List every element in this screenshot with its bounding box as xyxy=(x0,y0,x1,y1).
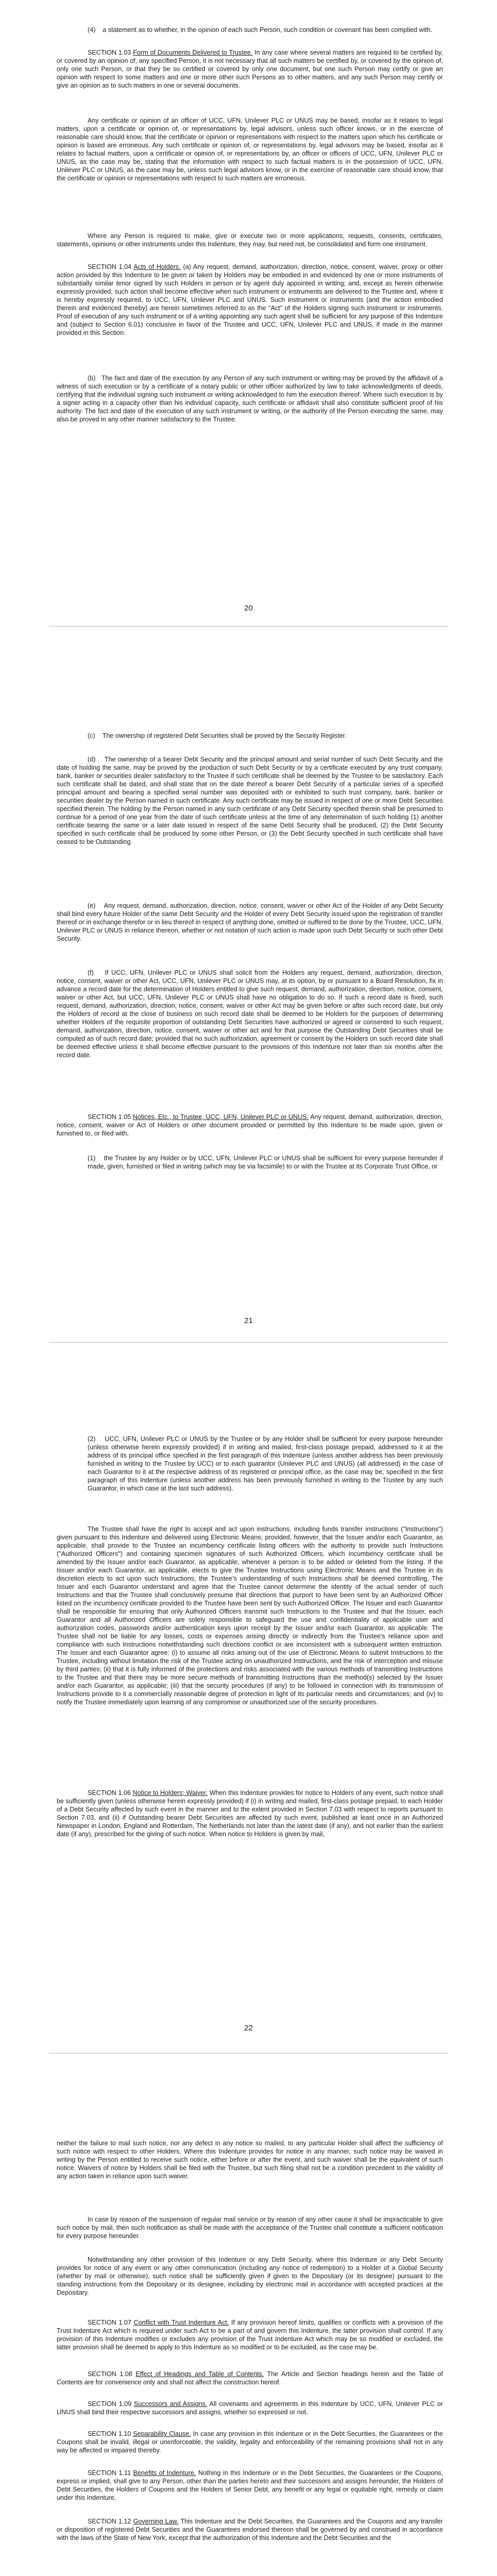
paragraph-section-1-11 xyxy=(57,2469,443,2502)
section-heading: Acts of Holders. xyxy=(133,263,181,270)
paragraph: (c) The ownership of registered Debt Securities shall be proved by the Security Register. xyxy=(88,732,347,739)
paragraph: (2) UCC, UFN, Unilever PLC or UNUS by the Trustee or by any Holder shall be sufficient for every purpose hereunder (unless otherwise herein expressly provided) if in writing and mailed, first-class postage prepaid, addressed to it at the address of its principal office specified in the first paragraph of this Indenture (unless another address has been previously furnished in writing to the Trustee by UCC) or to each guarantor (Unilever PLC and UNUS) (all addressed) in the case of each Guarantor to it at the respective address of its registered or principal office, as the case may be, specified in the first paragraph of this Indenture (unless another address has been previously furnished in writing to the Trustee by any such Guarantor, in which case at the last such address). xyxy=(88,1435,443,1492)
paragraph: Where any Person is required to make, give or execute two or more applications, requests, consents, certificates, statements, opinions or other instruments under this Indenture, they may, but need not, be consolidated and form one instrument. xyxy=(57,232,443,248)
page-divider xyxy=(49,2053,448,2054)
section-text: If any provision hereof limits, qualifies or conflicts with a provision of the Trust Indenture Act which is required under such Act to be a part of and govern this Indenture, the latter provision shall control. If any provision of this Indenture modifies or excludes any provision of the Trust Indenture Act which may be so modified or excluded, the latter provision shall be deemed to apply to this Indenture as so modified or to be excluded, as the case may be. xyxy=(57,2319,443,2351)
page-number: 22 xyxy=(244,2024,253,2032)
section-heading: Notices, Etc., to Trustee, UCC, UFN, Unilever PLC or UNUS. xyxy=(132,1113,309,1121)
paragraph: Any certificate or opinion of an officer of UCC, UFN, Unilever PLC or UNUS may be based, insofar as it relates to legal matters, upon a certificate or opinion of, or representations by, legal advisors, unless such officer knows, or in the exercise of reasonable care should know, that the certificate or opinion or representations with respect to the matters upon which his certificate or opinion is based are erroneous. Any such certificate or opinion of, or representations by, legal advisors may be based, insofar as it relates to factual matters, upon a certificate or opinion of, or representations by, an officer or officers of UCC, UFN, Unilever PLC or UNUS, as the case may be, stating that the information with respect to such factual matters is in the possession of UCC, UFN, Unilever PLC or UNUS, as the case may be, unless such legal advisors know, or in the exercise of reasonable care should know, that the certificate or opinion or representations with respect to such matters are erroneous. xyxy=(57,117,443,182)
section-text: All covenants and agreements in this Indenture by UCC, UFN, Unilever PLC or UNUS shall bind their respective successors and assigns, whether so expressed or not. xyxy=(57,2400,443,2416)
section-text: (a) Any request, demand, authorization, direction, notice, consent, waiver, proxy or other action provided by this Indenture to be given or taken by Holders may be embodied in and evidenced by one or more instruments of substantially similar tenor signed by such Holders in person or by agent duly appointed in writing; and, except as herein otherwise expressly provided, such action shall become effective when such instrument or instruments are delivered to the Trustee and, where it is hereby expressly required, to UCC, UFN, Unilever PLC and UNUS. Such instrument or instruments (and the action embodied therein and evidenced thereby) are herein sometimes referred to as the "Act" of the Holders signing such instrument or instruments. Proof of execution of any such instrument or of a writing appointing any such agent shall be sufficient for any purpose of this Indenture and (subject to Section 6.01) conclusive in favor of the Trustee and UCC, UFN, Unilever PLC and UNUS, if made in the manner provided in this Section. xyxy=(57,263,443,336)
section-heading: Separability Clause. xyxy=(133,2430,191,2437)
section-heading: Effect of Headings and Table of Contents. xyxy=(135,2370,264,2378)
section-heading: Benefits of Indenture. xyxy=(133,2469,196,2477)
paragraph: The Trustee shall have the right to accept and act upon instructions, including funds transfer instructions ("Instructions") given pursuant to this Indenture and delivered using Electronic Means; provided, however, that the Issuer and/or each Guarantor, as applicable, shall provide to the Trustee an incumbency certificate listing officers with the authority to provide such Instructions ("Authorized Officers") and containing specimen signatures of such Authorized Officers, which incumbency certificate shall be amended by the Issuer and/or each Guarantor, as applicable, whenever a person is to be added or deleted from the listing. If the Issuer and/or each Guarantor, as applicable, elects to give the Trustee Instructions using Electronic Means and the Trustee in its discretion elects to act upon such Instructions, the Trustee's understanding of such Instructions shall be deemed controlling. The Issuer and each Guarantor understand and agree that the Trustee cannot determine the identity of the actual sender of such Instructions and that the Trustee shall conclusively presume that directions that purport to have been sent by an Authorized Officer listed on the incumbency certificate provided to the Trustee have been sent by such Authorized Officer. The Issuer and each Guarantor shall be responsible for ensuring that only Authorized Officers transmit such Instructions to the Trustee and that the Issuer, each Guarantor and all Authorized Officers are solely responsible to safeguard the use and confidentiality of applicable user and authorization codes, passwords and/or authentication keys upon receipt by the Issuer and/or each Guarantor, as applicable. The Trustee shall not be liable for any losses, costs or expenses arising directly or indirectly from the Trustee's reliance upon and compliance with such Instructions notwithstanding such directions conflict or are inconsistent with a subsequent written instruction. The Issuer and each Guarantor agree: (i) to assume all risks arising out of the use of Electronic Means to submit Instructions to the Trustee, including without limitation the risk of the Trustee acting on unauthorized Instructions, and the risk of interception and misuse by third parties; (ii) that it is fully informed of the protections and risks associated with the various methods of transmitting Instructions to the Trustee and that there may be more secure methods of transmitting Instructions than the method(s) selected by the Issuer and/or each Guarantor, as applicable; (iii) that the security procedures (if any) to be followed in connection with its transmission of Instructions provide to it a commercially reasonable degree of protection in light of its particular needs and circumstances; and (iv) to notify the Trustee immediately upon learning of any compromise or unauthorized use of the security procedures. xyxy=(57,1526,443,1706)
section-text: In any case where several matters are required to be certified by, or covered by an opinion of, any specified Person, it is not necessary that all such matters be certified by, or covered by the opinion of, only one such Person, or that they be so certified or covered by only one document, but one such Person may certify or give an opinion with respect to some matters and one or more other such Persons as to other matters, and any such Person may certify or give an opinion as to such matters in one or several documents. xyxy=(57,49,443,89)
paragraph-section-1-03 xyxy=(57,48,443,90)
paragraph-section-1-09 xyxy=(57,2400,443,2416)
section-text: When this Indenture provides for notice to Holders of any event, such notice shall be sufficiently given (unless otherwise herein expressly provided) if (i) in writing and mailed, first-class postage prepaid, to each Holder of a Debt Security affected by such event in the manner and to the extent provided in Section 7.03 with respect to reports pursuant to Section 7.03, and (ii) if Outstanding bearer Debt Securities are affected by such event, published at least once in an Authorized Newspaper in London, England and Rotterdam, The Netherlands not later than the latest date (if any), and not earlier than the earliest date (if any), prescribed for the giving of such notice. When notice to Holders is given by mail, xyxy=(57,1789,443,1838)
paragraph: (b) The fact and date of the execution by any Person of any such instrument or writing may be proved by the affidavit of a witness of such execution or by a certificate of a notary public or other officer authorized by law to take acknowledgments of deeds, certifying that the individual signing such instrument or writing acknowledged to him the execution thereof. Where such execution is by a signer acting in a capacity other than his individual capacity, such certificate or affidavit shall also constitute sufficient proof of his authority. The fact and date of the execution of any such instrument or writing, or the authority of the Person executing the same, may also be proved in any other manner satisfactory to the Trustee. xyxy=(57,375,443,423)
section-number: SECTION 1.05 xyxy=(88,1113,133,1121)
page-number: 21 xyxy=(244,1316,253,1325)
paragraph-section-1-05 xyxy=(57,1113,443,1138)
paragraph: In case by reason of the suspension of regular mail service or by reason of any other cause it shall be impracticable to give such notice by mail, then such notification as shall be made with the acceptance of the Trustee shall constitute a sufficient notification for every purpose hereunder. xyxy=(57,2216,443,2240)
section-heading: Notice to Holders; Waiver. xyxy=(132,1789,208,1797)
paragraph: (4) a statement as to whether, in the opinion of each such Person, such condition or covenant has been complied with. xyxy=(88,26,433,33)
section-text: Nothing in this Indenture or in the Debt Securities, the Guarantees or the Coupons, express or implied, shall give to any Person, other than the parties hereto and their successors and assigns hereunder, the Holders of Debt Securities, the Holders of Coupons and the Holders of Senior Debt, any benefit or any legal or equitable right, remedy or claim under this Indenture. xyxy=(57,2469,443,2501)
paragraph: (e) Any request, demand, authorization, direction, notice, consent, waiver or other Act of the Holder of any Debt Security shall bind every future Holder of the same Debt Security and the Holder of every Debt Security issued upon the registration of transfer thereof or in exchange therefor or in lieu thereof in respect of anything done, omitted or suffered to be done by the Trustee, UCC, UFN, Unilever PLC or UNUS in reliance thereon, whether or not notation of such action is made upon such Debt Security or such other Debt Security. xyxy=(57,902,443,942)
section-number: SECTION 1.08 xyxy=(88,2370,136,2378)
section-number: SECTION 1.09 xyxy=(88,2400,134,2408)
section-number: SECTION 1.12 xyxy=(88,2518,133,2525)
section-heading: Successors and Assigns. xyxy=(133,2400,208,2408)
section-heading: Governing Law. xyxy=(133,2518,179,2525)
section-heading: Form of Documents Delivered to Trustee. xyxy=(133,49,253,56)
section-number: SECTION 1.06 xyxy=(88,1789,133,1797)
paragraph-section-1-10 xyxy=(57,2430,443,2454)
paragraph-section-1-08 xyxy=(57,2370,443,2386)
section-text: The Article and Section headings herein and the Table of Contents are for convenience only and shall not affect the construction hereof. xyxy=(57,2370,443,2386)
paragraph-section-1-07 xyxy=(57,2318,443,2351)
page-divider xyxy=(49,1342,448,1343)
section-text: Any request, demand, authorization, direction, notice, consent, waiver or Act of Holders or other document provided or permitted by this Indenture to be made upon, given or furnished to, or filed with, xyxy=(57,1113,443,1137)
section-number: SECTION 1.11 xyxy=(88,2469,133,2477)
paragraph: Notwithstanding any other provision of this Indenture or any Debt Security, where this Indenture or any Debt Security provides for notice of any event or any other communication (including any notice of redemption) to a Holder of a Global Security (whether by mail or otherwise), such notice shall be sufficiently given if given to the Depositary (or its designee) pursuant to the standing instructions from the Depositary or its designee, including by electronic mail in accordance with accepted practices at the Depositary. xyxy=(57,2256,443,2296)
paragraph-section-1-12 xyxy=(57,2517,443,2542)
paragraph: neither the failure to mail such notice, nor any defect in any notice so mailed, to any particular Holder shall affect the sufficiency of such notice with respect to other Holders. Where this Indenture provides for notice in any manner, such notice may be waived in writing by the Person entitled to receive such notice, either before or after the event, and such waiver shall be the equivalent of such notice. Waivers of notice by Holders shall be filed with the Trustee, but such filing shall not be a condition precedent to the validity of any action taken in reliance upon such waiver. xyxy=(57,2140,443,2180)
section-number: SECTION 1.03 xyxy=(88,49,133,56)
section-text: In case any provision in this Indenture or in the Debt Securities, the Guarantees or the Coupons shall be invalid, illegal or unenforceable, the validity, legality and enforceability of the remaining provisions shall not in any way be affected or impaired thereby. xyxy=(57,2430,443,2454)
paragraph: (f) If UCC, UFN, Unilever PLC or UNUS shall solicit from the Holders any request, demand, authorization, direction, notice, consent, waiver or other Act, UCC, UFN, Unilever PLC or UNUS may, at its option, by or pursuant to a Board Resolution, fix in advance a record date for the determination of Holders entitled to give such request, demand, authorization, direction, notice, consent, waiver or other Act, but UCC, UFN, Unilever PLC or UNUS shall have no obligation to do so. If such a record date is fixed, such request, demand, authorization, direction, notice, consent, waiver or other Act may be given before or after such record date, but only the Holders of record at the close of business on such record date shall be deemed to be Holders for the purposes of determining whether Holders of the requisite proportion of outstanding Debt Securities have authorized or agreed or consented to such request, demand, authorization, direction, notice, consent, waiver or other act and for that purpose the Outstanding Debt Securities shall be computed as of such record date; provided that no such authorization, agreement or consent by the Holders on such record date shall be deemed effective unless it shall become effective pursuant to the provisions of this Indenture not later than six months after the record date. xyxy=(57,969,443,1059)
page-number: 20 xyxy=(244,604,253,613)
paragraph-section-1-04 xyxy=(57,263,443,337)
section-number: SECTION 1.10 xyxy=(88,2430,133,2437)
section-text: This Indenture and the Debt Securities, the Guarantees and the Coupons and any transfer or disposition of registered Debt Securities and the Guarantees endorsed thereon shall be governed by and construed in accordance with the laws of the State of New York, except that the authorization of this Indenture and the Debt Securities and the xyxy=(57,2518,443,2541)
paragraph: (1) the Trustee by any Holder or by UCC, UFN, Unilever PLC or UNUS shall be sufficient for every purpose hereunder if made, given, furnished or filed in writing (which may be via facsimile) to or with the Trustee at its Corporate Trust Office, or xyxy=(88,1155,443,1170)
paragraph-section-1-06 xyxy=(57,1789,443,1838)
paragraph: (d) The ownership of a bearer Debt Security and the principal amount and serial number of such Debt Security and the date of holding the same, may be proved by the production of such Debt Security or by a certificate executed by any trust company, bank, banker or securities dealer satisfactory to the Trustee if such certificate shall be deemed by the Trustee to be satisfactory. Each such certificate shall be dated, and shall state that on the date thereof a bearer Debt Security of a particular series of a specified principal amount and bearing a specified serial number was deposited with or exhibited to such trust company, bank, banker or securities dealer by the Person named in such certificate. Any such certificate may be issued in respect of one or more Debt Securities specified therein. The holding by the Person named in any such certificate of any Debt Security specified therein shall be presumed to continue for a period of one year from the date of such certificate unless at the time of any determination of such holding (1) another certificate bearing the same or a later date issued in respect of the same Debt Security shall be produced, (2) the Debt Security specified in such certificate shall be produced by some other Person, or (3) the Debt Security specified in such certificate shall have ceased to be Outstanding. xyxy=(57,756,443,845)
section-number: SECTION 1.07 xyxy=(88,2319,134,2326)
section-number: SECTION 1.04 xyxy=(88,263,134,270)
section-heading: Conflict with Trust Indenture Act. xyxy=(133,2319,229,2326)
